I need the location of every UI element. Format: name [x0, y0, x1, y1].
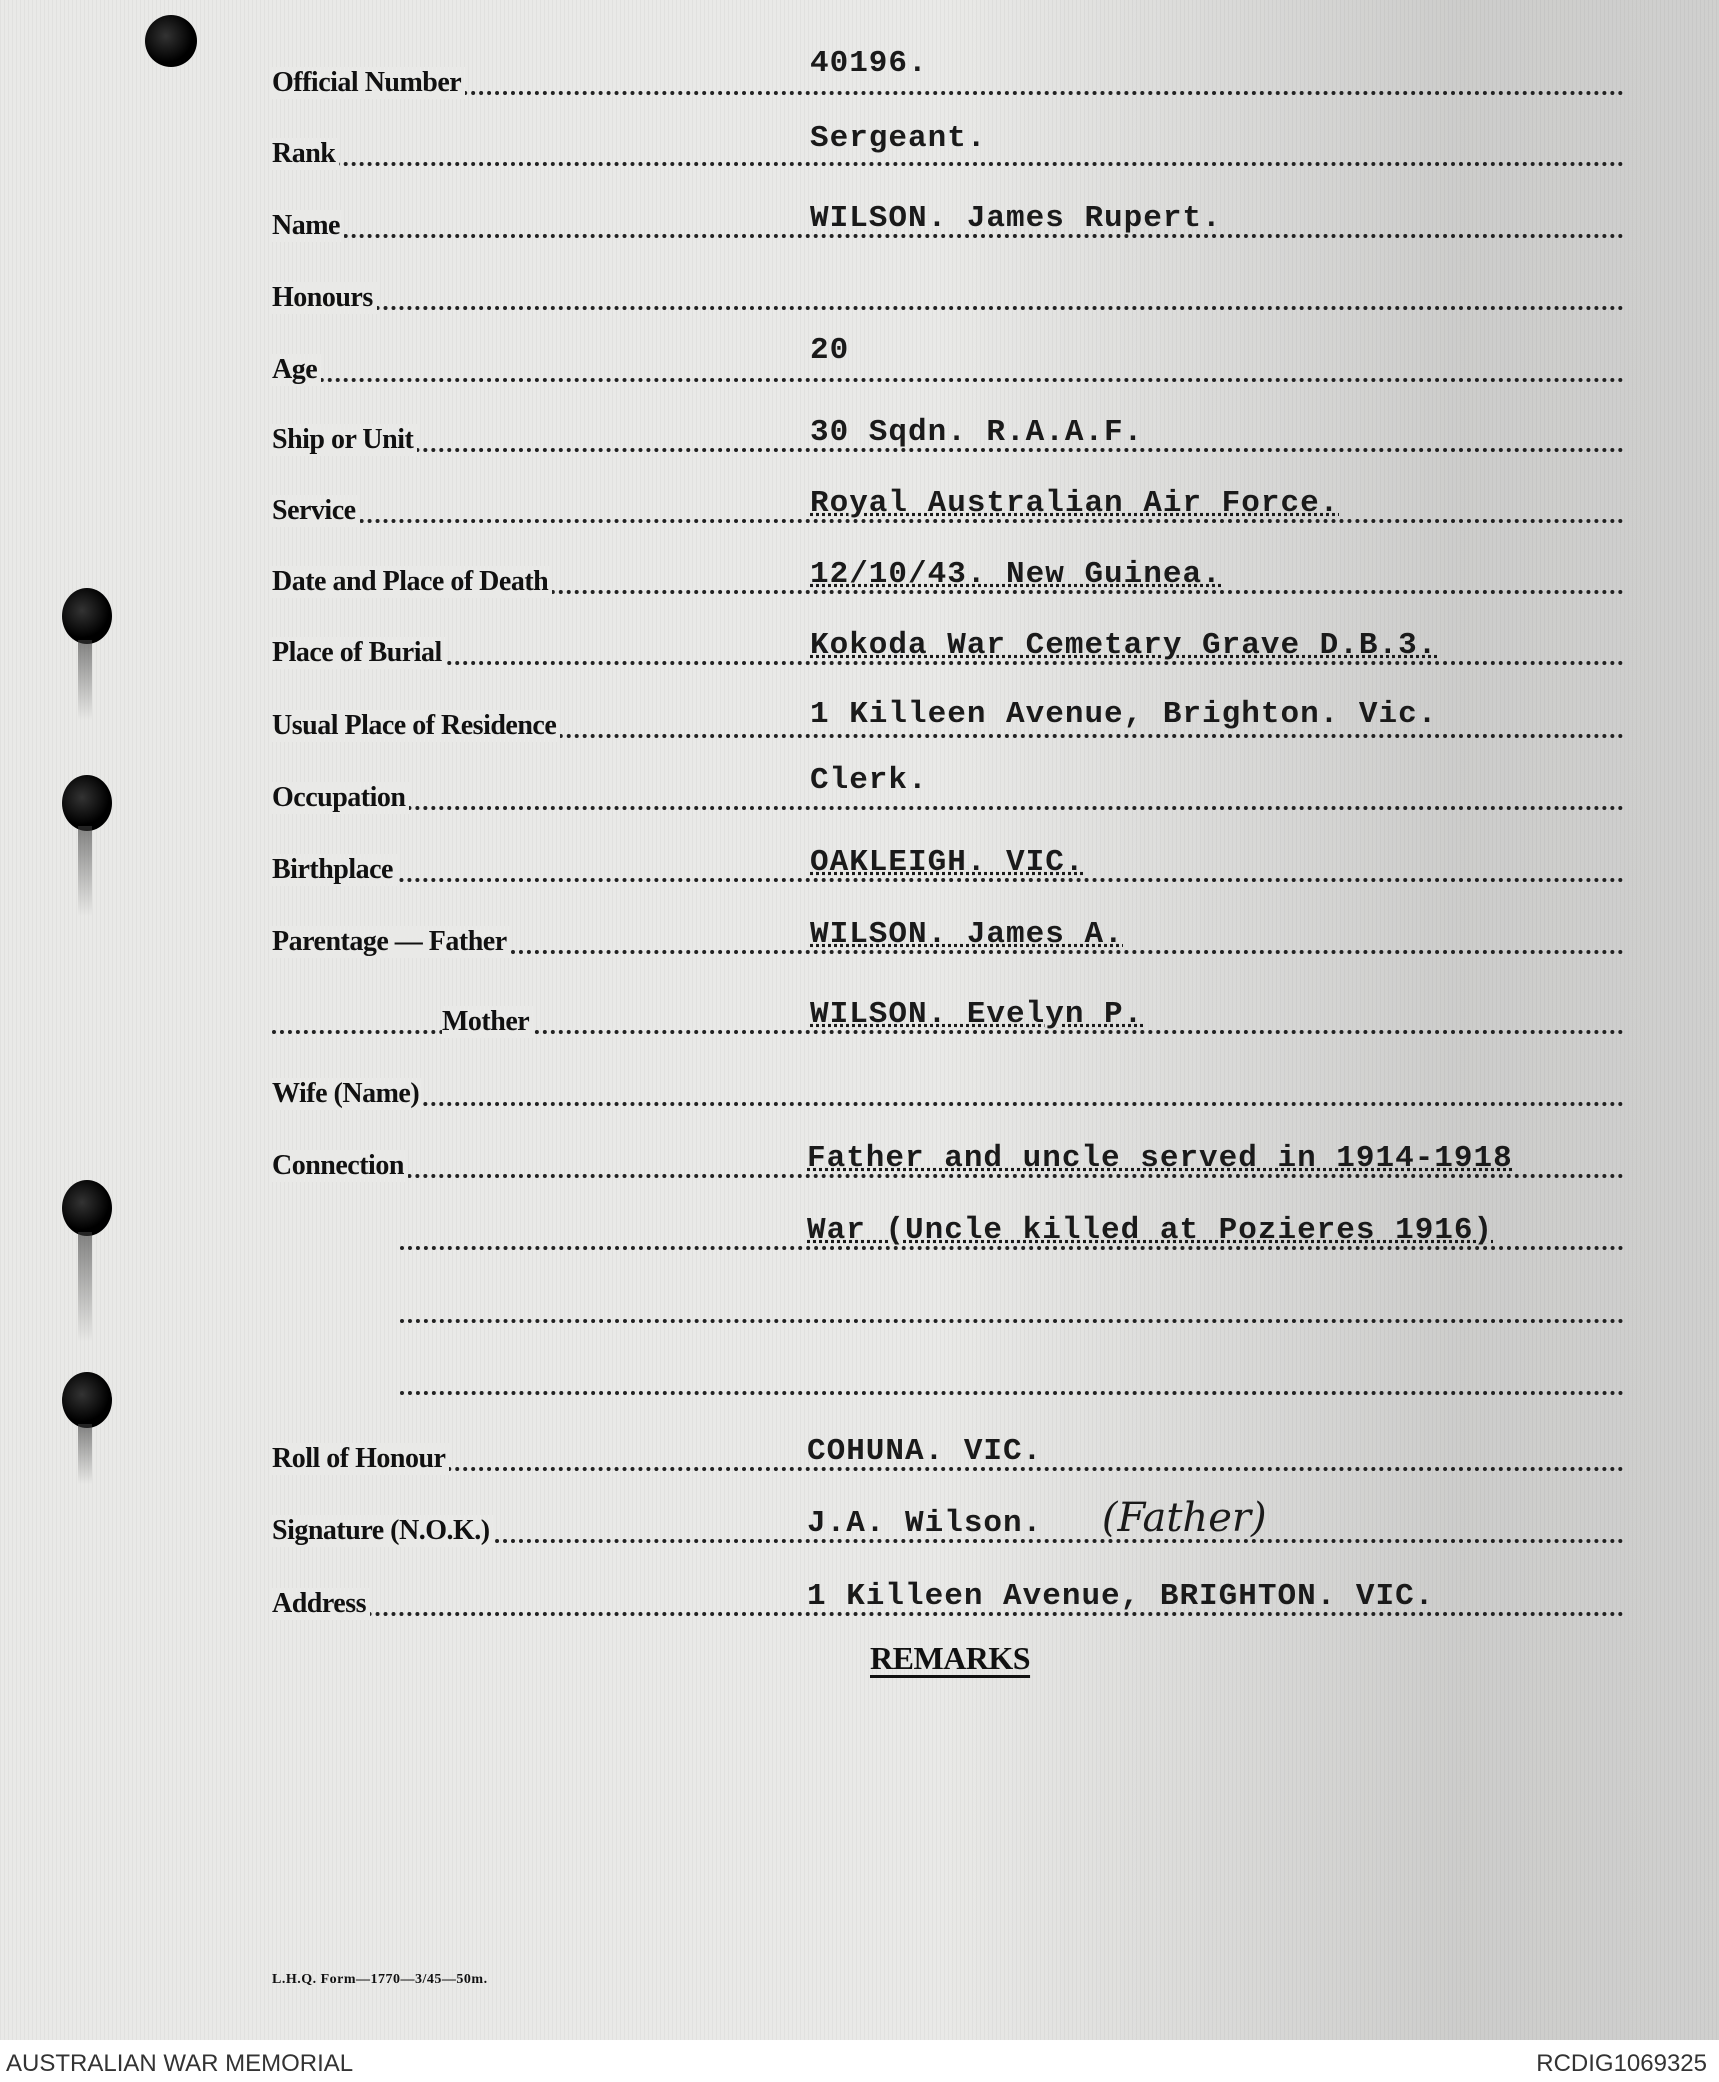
signature-typed: J.A. Wilson. [807, 1506, 1043, 1541]
field-label: Parentage — Father [272, 926, 511, 958]
dotted-line [272, 91, 1624, 95]
punch-hole-icon [62, 775, 112, 831]
field-value: 30 Sqdn. R.A.A.F. [810, 415, 1144, 450]
form-print-code: L.H.Q. Form—1770—3/45—50m. [272, 1972, 488, 1987]
field-place-of-burial [272, 617, 1624, 673]
connection-continuation-line [400, 1347, 1624, 1403]
field-value: 1 Killeen Avenue, Brighton. Vic. [810, 697, 1438, 732]
field-value: WILSON. Evelyn P. [810, 997, 1144, 1032]
field-label: Name [272, 210, 344, 242]
field-address [272, 1568, 1624, 1624]
field-parentage-father [272, 906, 1624, 962]
field-value: 12/10/43. New Guinea. [810, 557, 1222, 592]
field-value: WILSON. James Rupert. [810, 201, 1222, 236]
field-wife [272, 1058, 1624, 1114]
dotted-line [272, 306, 1624, 310]
remarks-heading: REMARKS [870, 1640, 1031, 1676]
field-label: Place of Burial [272, 637, 446, 669]
punch-hole-icon [62, 1180, 112, 1236]
field-value: OAKLEIGH. VIC. [810, 845, 1085, 880]
handwritten-annotation: (Father) [1101, 1495, 1267, 1541]
field-birthplace [272, 834, 1624, 890]
field-value: Clerk. [810, 763, 928, 798]
field-label: Birthplace [272, 854, 397, 886]
field-label: Usual Place of Residence [272, 710, 560, 742]
hole-shadow [78, 1424, 92, 1484]
footer-id-caption: RCDIG1069325 [1536, 2050, 1707, 2077]
punch-hole-icon [62, 588, 112, 644]
field-value: Father and uncle served in 1914-1918 [807, 1141, 1513, 1176]
field-date-place-of-death [272, 546, 1624, 602]
footer-source-caption: AUSTRALIAN WAR MEMORIAL [6, 2050, 354, 2077]
dotted-line [400, 1391, 1624, 1395]
dotted-line [272, 162, 1624, 166]
dotted-line [400, 1319, 1624, 1323]
dotted-line [272, 806, 1624, 810]
field-honours [272, 262, 1624, 318]
hole-shadow [78, 826, 92, 916]
field-service [272, 475, 1624, 531]
field-label: Roll of Honour [272, 1443, 449, 1475]
field-value: Kokoda War Cemetary Grave D.B.3. [810, 628, 1438, 663]
field-label: Mother [442, 1006, 533, 1038]
field-label: Official Number [272, 67, 465, 99]
field-label: Wife (Name) [272, 1078, 423, 1110]
hole-shadow [78, 1232, 92, 1342]
field-occupation [272, 762, 1624, 818]
dotted-line [272, 378, 1624, 382]
connection-continuation-line [400, 1202, 1624, 1258]
field-usual-residence [272, 690, 1624, 746]
punch-hole-icon [62, 1372, 112, 1428]
field-rank [272, 118, 1624, 174]
field-label: Ship or Unit [272, 424, 417, 456]
field-value: War (Uncle killed at Pozieres 1916) [807, 1213, 1494, 1248]
field-name [272, 190, 1624, 246]
field-label: Honours [272, 282, 377, 314]
hole-shadow [78, 640, 92, 720]
field-connection [272, 1130, 1624, 1186]
field-label: Age [272, 354, 321, 386]
field-roll-of-honour [272, 1423, 1624, 1479]
field-parentage-mother [272, 986, 1624, 1042]
field-signature-nok [272, 1495, 1624, 1551]
field-label: Occupation [272, 782, 409, 814]
field-value: WILSON. James A. [810, 917, 1124, 952]
field-label: Rank [272, 138, 339, 170]
connection-continuation-line [400, 1275, 1624, 1331]
field-value: 1 Killeen Avenue, BRIGHTON. VIC. [807, 1579, 1435, 1614]
field-value: 40196. [810, 46, 928, 81]
field-value: 20 [810, 333, 850, 368]
field-value [807, 1495, 1267, 1541]
punch-hole-icon [145, 15, 197, 67]
field-value: Sergeant. [810, 121, 987, 156]
field-label: Service [272, 495, 360, 527]
dotted-line [272, 1102, 1624, 1106]
field-official-number [272, 47, 1624, 103]
field-value: Royal Australian Air Force. [810, 486, 1340, 521]
field-value: COHUNA. VIC. [807, 1434, 1043, 1469]
field-label: Address [272, 1588, 370, 1620]
field-label: Connection [272, 1150, 408, 1182]
field-label: Signature (N.O.K.) [272, 1515, 494, 1547]
field-label: Date and Place of Death [272, 566, 552, 598]
field-age [272, 334, 1624, 390]
field-ship-or-unit [272, 404, 1624, 460]
